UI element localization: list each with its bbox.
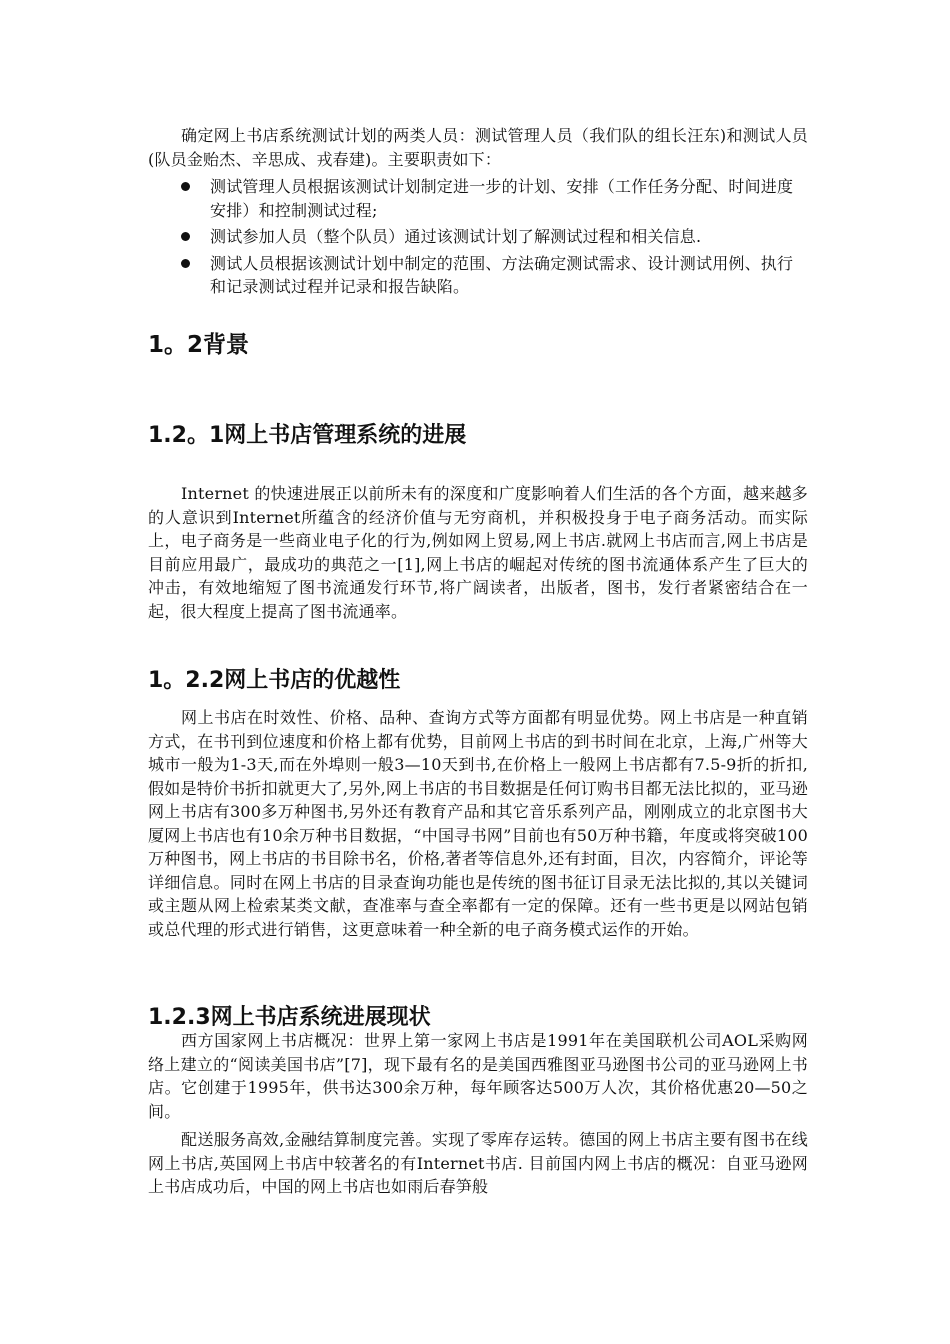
responsibility-list — [148, 175, 808, 302]
section-heading-background: 1。2背景 — [148, 332, 250, 358]
section-heading-development: 1.2。1网上书店管理系统的进展 — [148, 423, 467, 448]
intro-paragraph: 确定网上书店系统测试计划的两类人员：测试管理人员（我们队的组长汪东)和测试人员(队员金贻杰、辛思成、戎春建)。主要职责如下： — [148, 126, 808, 169]
status-paragraph-1: 西方国家网上书店概况：世界上第一家网上书店是1991年在美国联机公司AOL采购网络上建立的“阅读美国书店”[7]，现下最有名的是美国西雅图亚马逊图书公司的亚马逊网上书店。它创建于1995年，供书达300余万种，每年顾客达500万人次，其价格优惠20—50之间。 — [148, 1031, 808, 1121]
development-paragraph: Internet 的快速进展正以前所未有的深度和广度影响着人们生活的各个方面，越来越多的人意识到Internet所蕴含的经济价值与无穷商机，并积极投身于电子商务活动。而实际上，电子商务是一些商业电子化的行为,例如网上贸易,网上书店.就网上书店而言,网上书店是目前应用最广，最成功的典范之一[1],网上书店的崛起对传统的图书流通体系产生了巨大的冲击，有效地缩短了图书流通发行环节,将广阔读者，出版者，图书，发行者紧密结合在一起，很大程度上提高了图书流通率。 — [148, 484, 808, 621]
list-item: 测试人员根据该测试计划中制定的范围、方法确定测试需求、设计测试用例、执行和记录测试过程并记录和报告缺陷。 — [148, 252, 808, 299]
section-heading-status: 1.2.3网上书店系统进展现状 — [148, 1005, 431, 1030]
list-item: 测试参加人员（整个队员）通过该测试计划了解测试过程和相关信息. — [148, 225, 808, 249]
advantages-paragraph: 网上书店在时效性、价格、品种、查询方式等方面都有明显优势。网上书店是一种直销方式，在书刊到位速度和价格上都有优势，目前网上书店的到书时间在北京，上海,广州等大城市一般为1-3天,而在外埠则一般3—10天到书,在价格上一般网上书店都有7.5-9折的折扣,假如是特价书折扣就更大了,另外,网上书店的书目数据是任何订购书目都无法比拟的，亚马逊网上书店有300多万种图书,另外还有教育产品和其它音乐系列产品，刚刚成立的北京图书大厦网上书店也有10余万种书目数据，“中国寻书网”目前也有50万种书籍，年度或将突破100万种图书，网上书店的书目除书名，价格,著者等信息外,还有封面，目次，内容简介，评论等详细信息。同时在网上书店的目录查询功能也是传统的图书征订目录无法比拟的,其以关键词或主题从网上检索某类文献，查准率与查全率都有一定的保障。还有一些书更是以网站包销或总代理的形式进行销售，这更意味着一种全新的电子商务模式运作的开始。 — [148, 708, 808, 939]
list-item: 测试管理人员根据该测试计划制定进一步的计划、安排（工作任务分配、时间进度安排）和控制测试过程; — [148, 175, 808, 222]
status-paragraph-2: 配送服务高效,金融结算制度完善。实现了零库存运转。德国的网上书店主要有图书在线网上书店,英国网上书店中较著名的有Internet书店. 目前国内网上书店的概况：自亚马逊网上书店成功后，中国的网上书店也如雨后春笋般 — [148, 1130, 808, 1196]
section-heading-advantages: 1。2.2网上书店的优越性 — [148, 668, 401, 693]
bullet-icon — [181, 182, 190, 191]
bullet-icon — [181, 232, 190, 241]
bullet-icon — [181, 259, 190, 268]
